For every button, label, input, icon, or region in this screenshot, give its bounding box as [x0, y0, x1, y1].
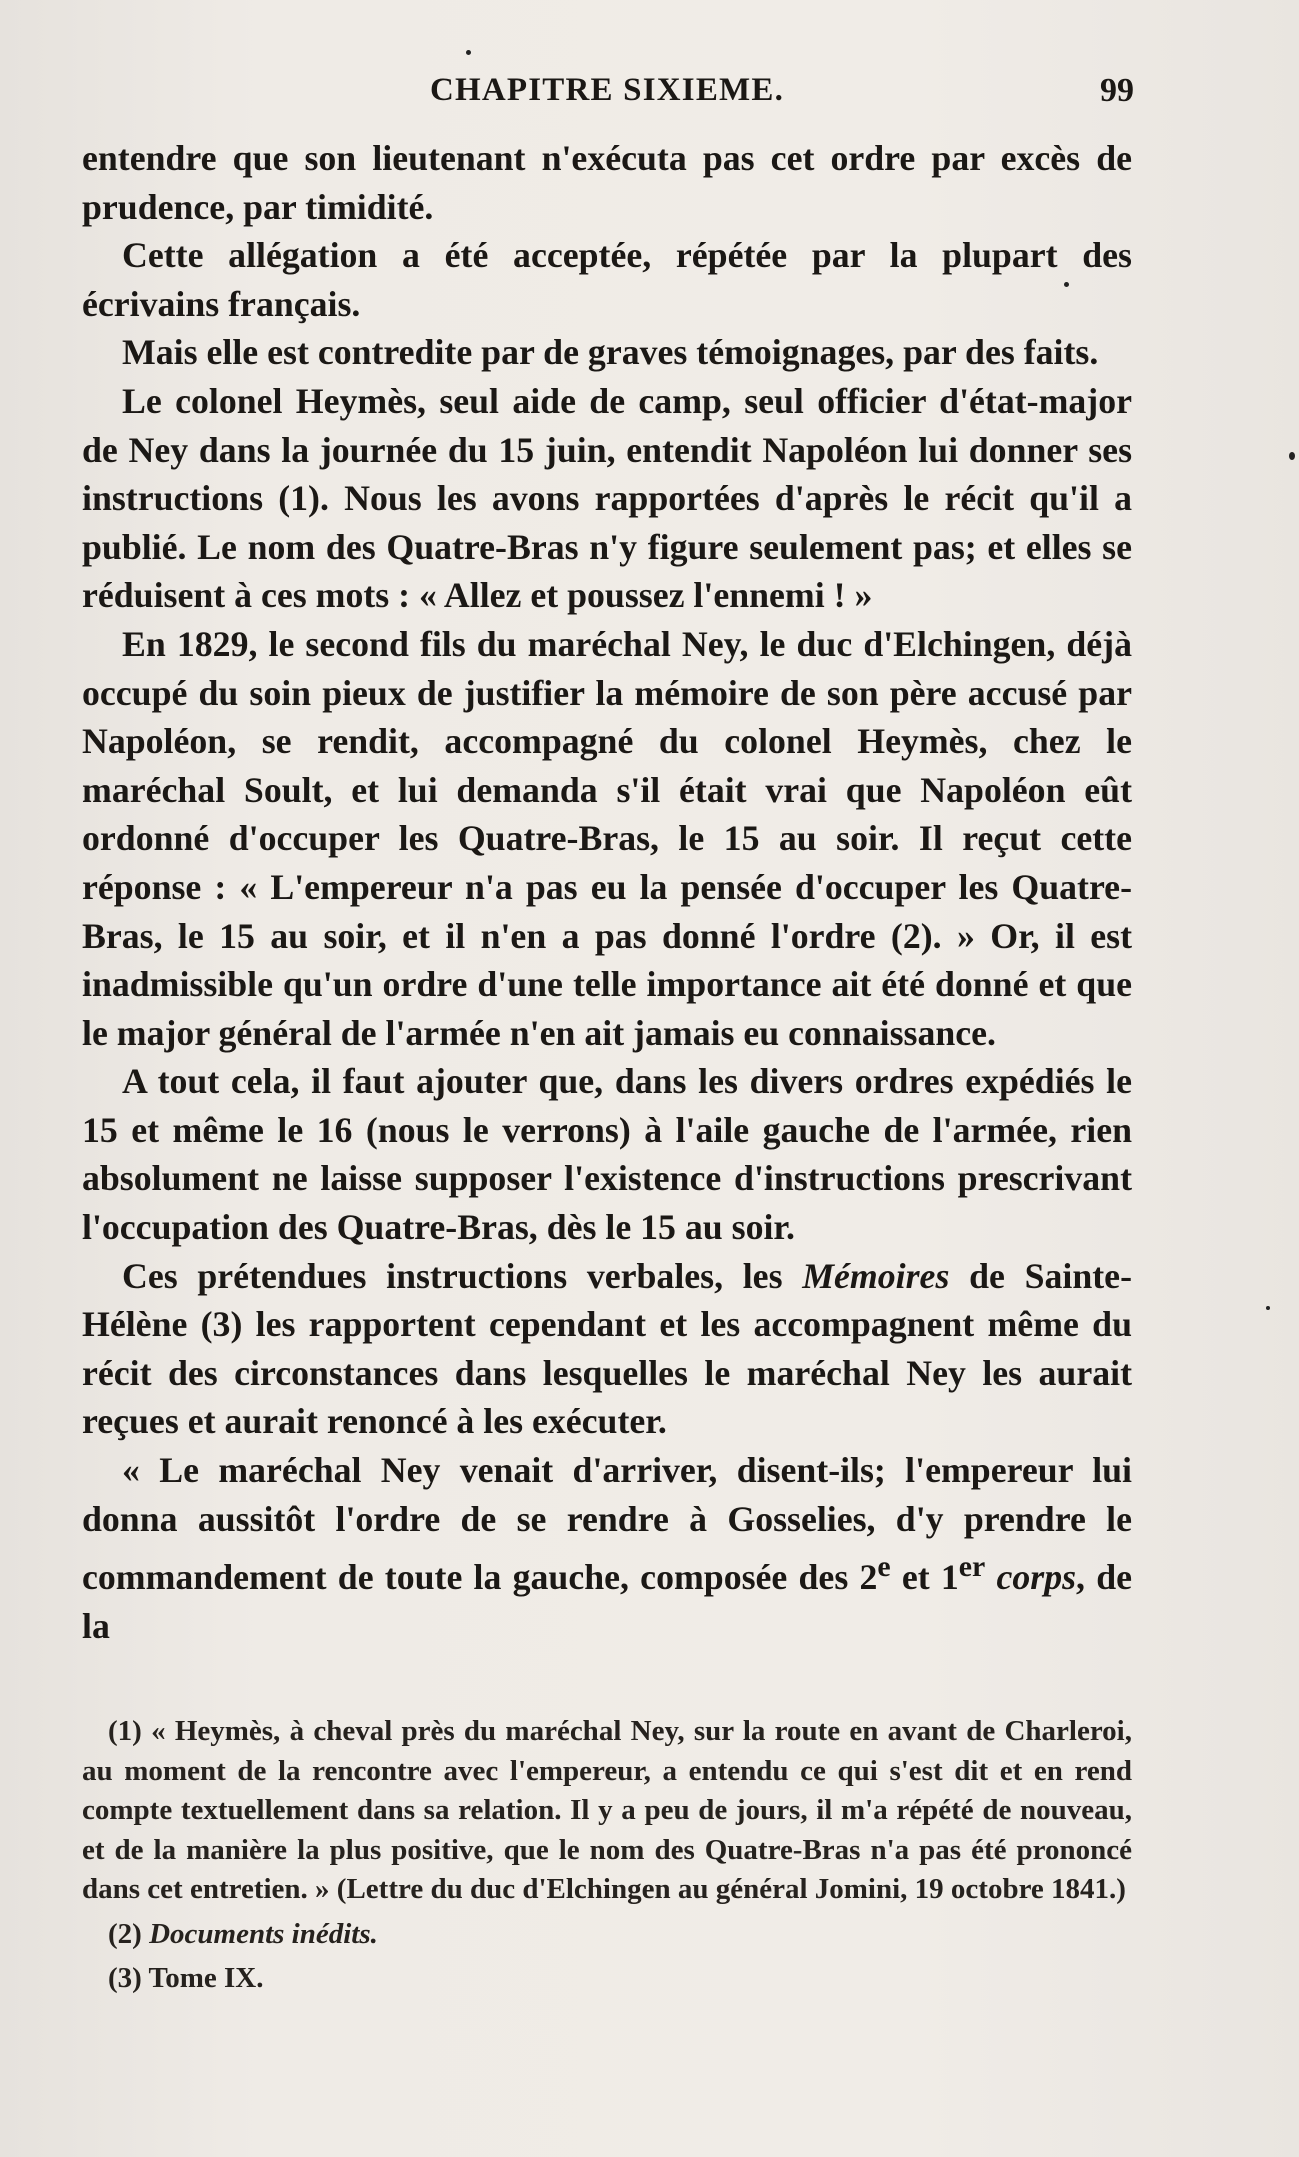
paragraph-8 — [82, 1446, 1132, 1650]
footnote-2 — [82, 1915, 1132, 1955]
paragraph-5: En 1829, le second fils du maréchal Ney, le duc d'Elchingen, déjà occupé du soin pieux de justifier la mémoire de son père accusé par Napoléon, se rendit, accompagné du colonel Heymès, chez le maréchal Soult, et lui demanda s'il était vrai que Napoléon eût ordonné d'occuper les Quatre-Bras, le 15 au soir. Il reçut cette réponse : « L'empereur n'a pas eu la pensée d'occuper les Quatre-Bras, le 15 au soir, et il n'en a pas donné l'ordre (2). » Or, il est inadmissible qu'un ordre d'une telle importance ait été donné et que le major général de l'armée n'en ait jamais eu connaissance. — [82, 623, 1132, 1053]
superscript-e: e — [877, 1550, 891, 1584]
paragraph-8-start: « Le maréchal Ney venait d'arriver, disent-ils; l'empereur lui donna aussitôt l'ordre de se rendre à Gosselies, d'y prendre le commandement de toute la gauche, composée des 2 — [82, 1450, 1132, 1598]
paragraph-6: A tout cela, il faut ajouter que, dans les divers ordres expédiés le 15 et même le 16 (nous le verrons) à l'aile gauche de l'armée, rien absolument ne laisse supposer l'existence d'instructions prescrivant l'occupation des Quatre-Bras, dès le 15 au soir. — [82, 1061, 1132, 1248]
footnote-2-number: (2) — [108, 1917, 150, 1950]
paragraph-7-end: de Sainte-Hélène (3) les rapportent cependant et les accompagnent même du récit des circonstances dans lesquelles le maréchal Ney les aurait reçues et aurait renoncé à les exécuter. — [82, 1255, 1132, 1442]
ink-speck — [466, 50, 471, 55]
page-header — [82, 72, 1132, 122]
running-title: CHAPITRE SIXIEME. — [429, 72, 785, 108]
paragraph-2: Cette allégation a été acceptée, répétée par la plupart des écrivains français. — [82, 235, 1132, 324]
paragraph-7 — [82, 1252, 1132, 1446]
ink-speck — [1064, 282, 1069, 287]
ink-speck — [1266, 1306, 1270, 1310]
ink-speck — [1289, 452, 1295, 460]
footnote-1: (1) « Heymès, à cheval près du maréchal Ney, sur la route en avant de Charleroi, au moment de la rencontre avec l'empereur, a entendu ce qui s'est dit et en rend compte textuellement dans sa relation. Il y a peu de jours, il m'a répété de nouveau, et de la manière la plus positive, que le nom des Quatre-Bras n'a pas été prononcé dans cet entretien. » (Lettre du duc d'Elchingen au général Jomini, 19 octobre 1841.) — [82, 1715, 1132, 1905]
paragraph-3: Mais elle est contredite par de graves témoignages, par des faits. — [122, 332, 1099, 373]
paragraph-7-start: Ces prétendues instructions verbales, les — [122, 1255, 803, 1296]
paragraph-4: Le colonel Heymès, seul aide de camp, seul officier d'état-major de Ney dans la journée du 15 juin, entendit Napoléon lui donner ses instructions (1). Nous les avons rapportées d'après le récit qu'il a publié. Le nom des Quatre-Bras n'y figure seulement pas; et elles se réduisent à ces mots : « Allez et poussez l'ennemi ! » — [82, 380, 1132, 616]
paragraph-8-mid: et 1 — [890, 1557, 959, 1598]
superscript-er: er — [958, 1550, 986, 1584]
paragraph-8-end: , de la — [82, 1557, 1133, 1646]
footnote-3: (3) Tome IX. — [108, 1962, 264, 1994]
page-number: 99 — [1100, 72, 1134, 109]
corps-word: corps — [996, 1557, 1077, 1598]
body-text — [82, 134, 1132, 1650]
footnote-2-text: Documents inédits. — [149, 1917, 378, 1950]
paragraph-1: entendre que son lieutenant n'exécuta pas cet ordre par excès de prudence, par timidité. — [82, 138, 1132, 227]
memoires-title: Mémoires — [802, 1255, 950, 1296]
footnotes — [82, 1712, 1132, 1999]
